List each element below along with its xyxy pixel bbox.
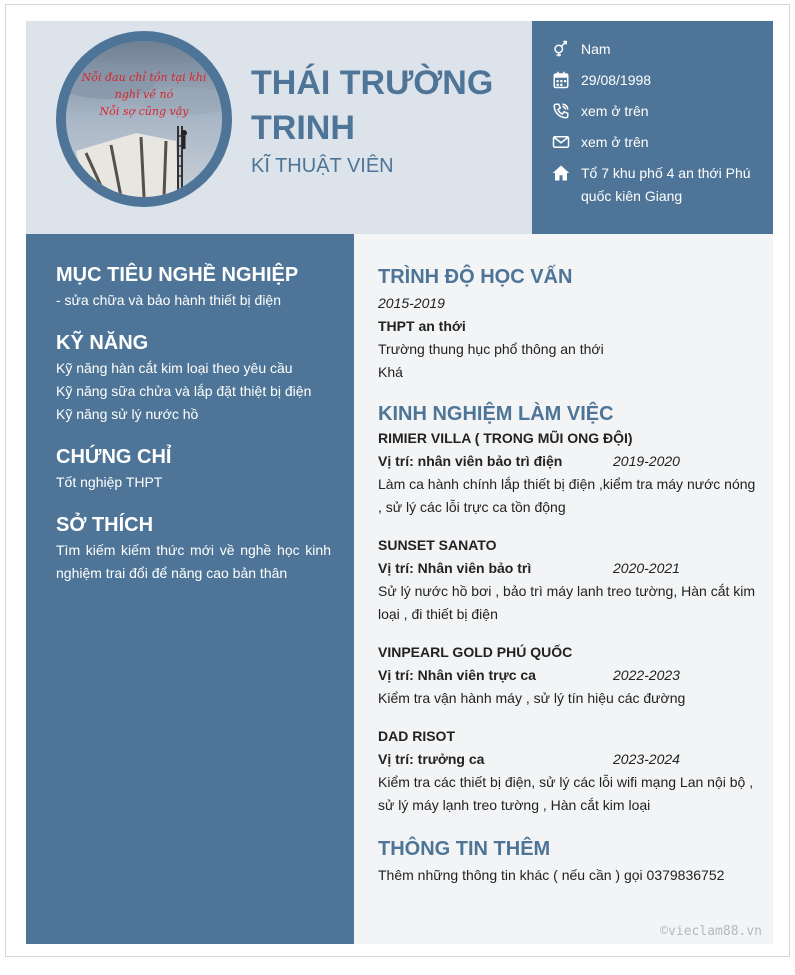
job-period: 2019-2020	[613, 453, 680, 469]
job-company: VINPEARL GOLD PHÚ QUỐC	[378, 644, 573, 660]
candidate-name: THÁI TRƯỜNG TRINH	[251, 64, 494, 147]
avatar	[66, 41, 222, 197]
objective-heading: MỤC TIÊU NGHỀ NGHIỆP	[56, 264, 299, 286]
avatar-caption: Nỗi sợ cũng vậy	[99, 105, 189, 118]
home-icon	[550, 162, 572, 184]
certificates-heading: CHỨNG CHỈ	[56, 446, 172, 468]
hobbies-text: Tìm kiếm kiếm thức mới về nghề học kinh nghiệm trai đổi để năng cao bản thân	[56, 542, 331, 581]
job-description: Kiểm tra các thiết bị điện, sử lý các lỗi wifi mạng Lan nội bộ , sử lý máy lạnh treo tường , Hàn cắt kim loại	[378, 774, 754, 813]
certificates-section	[56, 446, 336, 494]
skills-heading: KỸ NĂNG	[56, 332, 149, 354]
experience-section	[378, 403, 758, 817]
job-company: DAD RISOT	[378, 728, 455, 744]
candidate-job-title: KĨ THUẬT VIÊN	[251, 155, 394, 177]
job-entry	[378, 427, 758, 519]
job-position-line	[378, 664, 758, 687]
education-period: 2015-2019	[378, 295, 445, 311]
job-company: SUNSET SANATO	[378, 537, 497, 553]
left-column	[26, 234, 354, 944]
extra-info-text: Thêm những thông tin khác ( nếu cần ) gọi 0379836752	[378, 867, 725, 883]
email-value: xem ở trên	[581, 134, 649, 150]
skill-item: Kỹ năng sử lý nước hồ	[56, 406, 199, 422]
objective-text: - sửa chữa và bảo hành thiết bị điện	[56, 292, 281, 308]
certificate-item: Tốt nghiệp THPT	[56, 474, 163, 490]
job-period: 2023-2024	[613, 751, 680, 767]
phone-value: xem ở trên	[581, 103, 649, 119]
job-position: Vị trí: Nhân viên trực ca	[378, 667, 536, 683]
job-period: 2020-2021	[613, 560, 680, 576]
skill-item: Kỹ năng sữa chửa và lắp đặt thiệt bị điện	[56, 383, 312, 399]
job-position: Vị trí: Nhân viên bảo trì	[378, 560, 532, 576]
address-value: Tổ 7 khu phố 4 an thới Phú quốc kiên Giang	[581, 165, 751, 204]
job-position: Vị trí: trưởng ca	[378, 751, 485, 767]
education-detail: Trường thung hục phổ thông an thới	[378, 341, 604, 357]
job-position-line	[378, 748, 758, 771]
avatar-caption: Nỗi đau chỉ tồn tại khi	[81, 71, 207, 84]
envelope-icon	[550, 131, 572, 153]
cv-header	[26, 21, 532, 234]
hobbies-heading: SỞ THÍCH	[56, 514, 154, 536]
job-description: Kiểm tra vận hành máy , sử lý tín hiệu các đường	[378, 690, 686, 706]
calendar-icon	[550, 69, 572, 91]
avatar-frame	[56, 31, 232, 207]
extra-info-heading: THÔNG TIN THÊM	[378, 838, 551, 860]
job-company: RIMIER VILLA ( TRONG MŨI ONG ĐỘI)	[378, 430, 633, 446]
contact-phone	[550, 100, 760, 123]
contact-birthday	[550, 69, 760, 92]
birthday-value: 29/08/1998	[581, 72, 652, 88]
gender-icon	[550, 38, 572, 60]
objective-section	[56, 264, 336, 312]
contact-address	[550, 162, 760, 208]
extra-info-section	[378, 838, 758, 887]
contact-panel	[532, 21, 773, 234]
watermark: ©vieclam88.vn	[660, 924, 762, 939]
skills-section	[56, 332, 336, 426]
job-entry	[378, 641, 758, 710]
education-school: THPT an thới	[378, 318, 466, 334]
avatar-photo	[66, 41, 222, 197]
job-position-line	[378, 557, 758, 580]
right-column	[354, 234, 773, 944]
job-description: Sử lý nước hồ bơi , bảo trì máy lanh treo tường, Hàn cắt kim loại , đi thiết bị điện	[378, 583, 756, 622]
job-position: Vị trí: nhân viên bảo trì điện	[378, 453, 563, 469]
gender-value: Nam	[581, 41, 611, 57]
phone-icon	[550, 100, 572, 122]
contact-gender	[550, 38, 760, 61]
job-entry	[378, 725, 758, 817]
contact-email	[550, 131, 760, 154]
avatar-caption: nghĩ về nó	[114, 88, 174, 101]
experience-heading: KINH NGHIỆM LÀM VIỆC	[378, 403, 614, 425]
education-grade: Khá	[378, 364, 403, 380]
education-heading: TRÌNH ĐỘ HỌC VẤN	[378, 266, 573, 288]
skill-item: Kỹ năng hàn cắt kim loại theo yêu cầu	[56, 360, 293, 376]
education-section	[378, 266, 758, 384]
job-period: 2022-2023	[613, 667, 680, 683]
job-description: Làm ca hành chính lắp thiết bị điện ,kiểm tra máy nước nóng , sử lý các lỗi trực ca tồn động	[378, 476, 756, 515]
job-entry	[378, 534, 758, 626]
hobbies-section	[56, 514, 331, 585]
job-position-line	[378, 450, 758, 473]
